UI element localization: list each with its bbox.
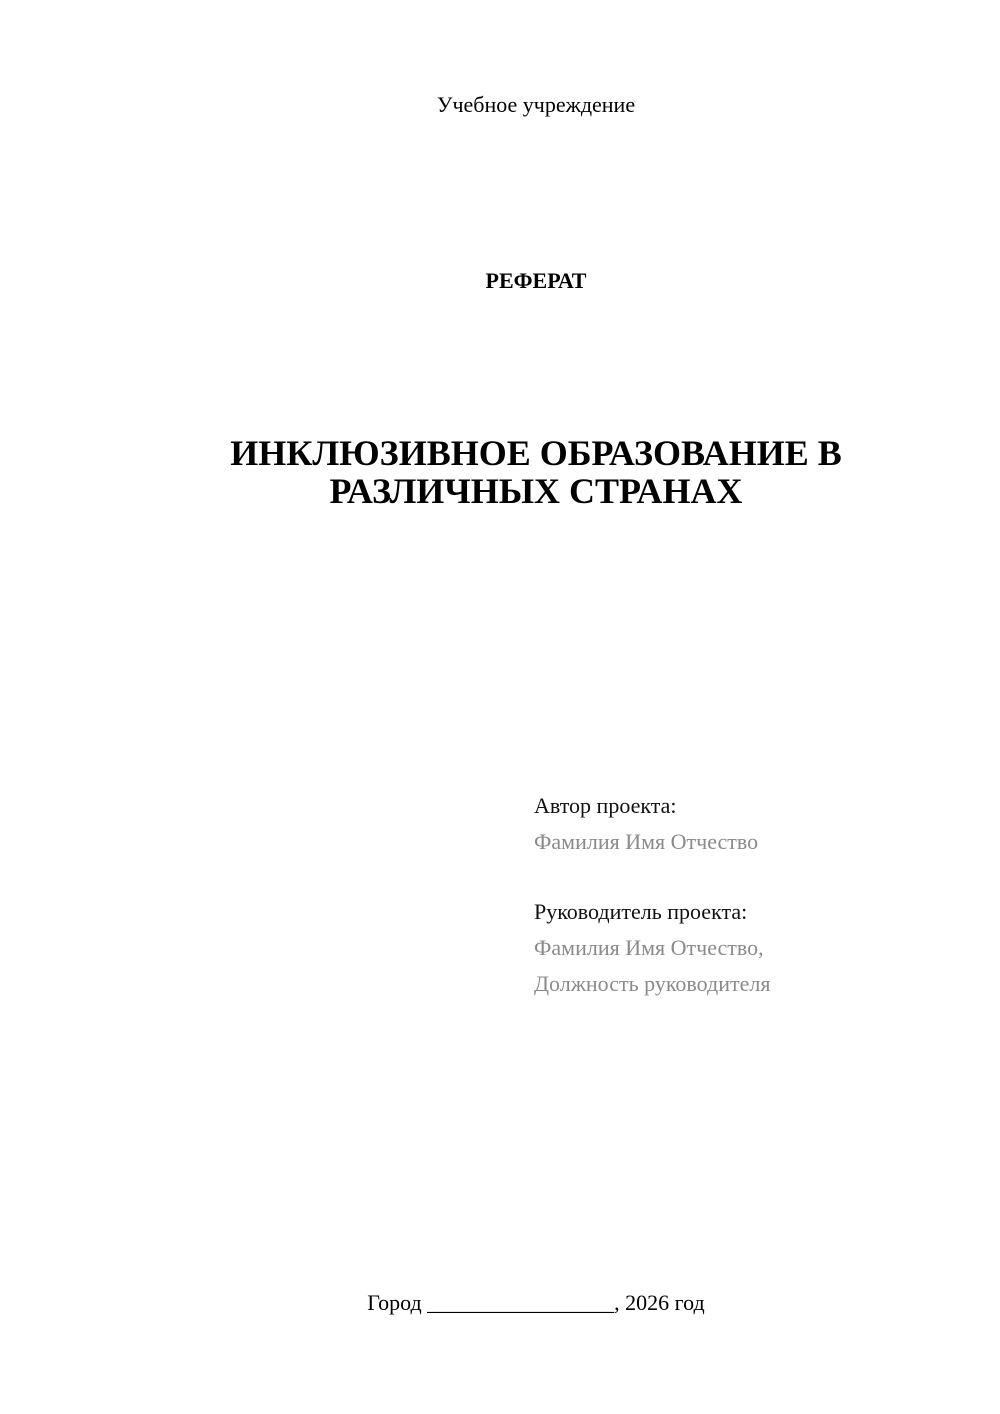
author-label: Автор проекта:	[534, 793, 677, 818]
credits-block	[534, 788, 974, 1002]
title-line-1: ИНКЛЮЗИВНОЕ ОБРАЗОВАНИЕ В	[230, 433, 842, 473]
title-line-2: РАЗЛИЧНЫХ СТРАНАХ	[329, 471, 743, 511]
city-year-line: Город _________________, 2026 год	[367, 1290, 705, 1315]
supervisor-name: Фамилия Имя Отчество,	[534, 935, 764, 960]
author-name: Фамилия Имя Отчество	[534, 829, 759, 854]
supervisor-label: Руководитель проекта:	[534, 899, 748, 924]
institution-name: Учебное учреждение	[436, 92, 636, 117]
supervisor-position: Должность руководителя	[534, 971, 771, 996]
credits-spacer	[534, 860, 974, 894]
document-title	[150, 434, 922, 510]
document-type: РЕФЕРАТ	[485, 268, 587, 293]
